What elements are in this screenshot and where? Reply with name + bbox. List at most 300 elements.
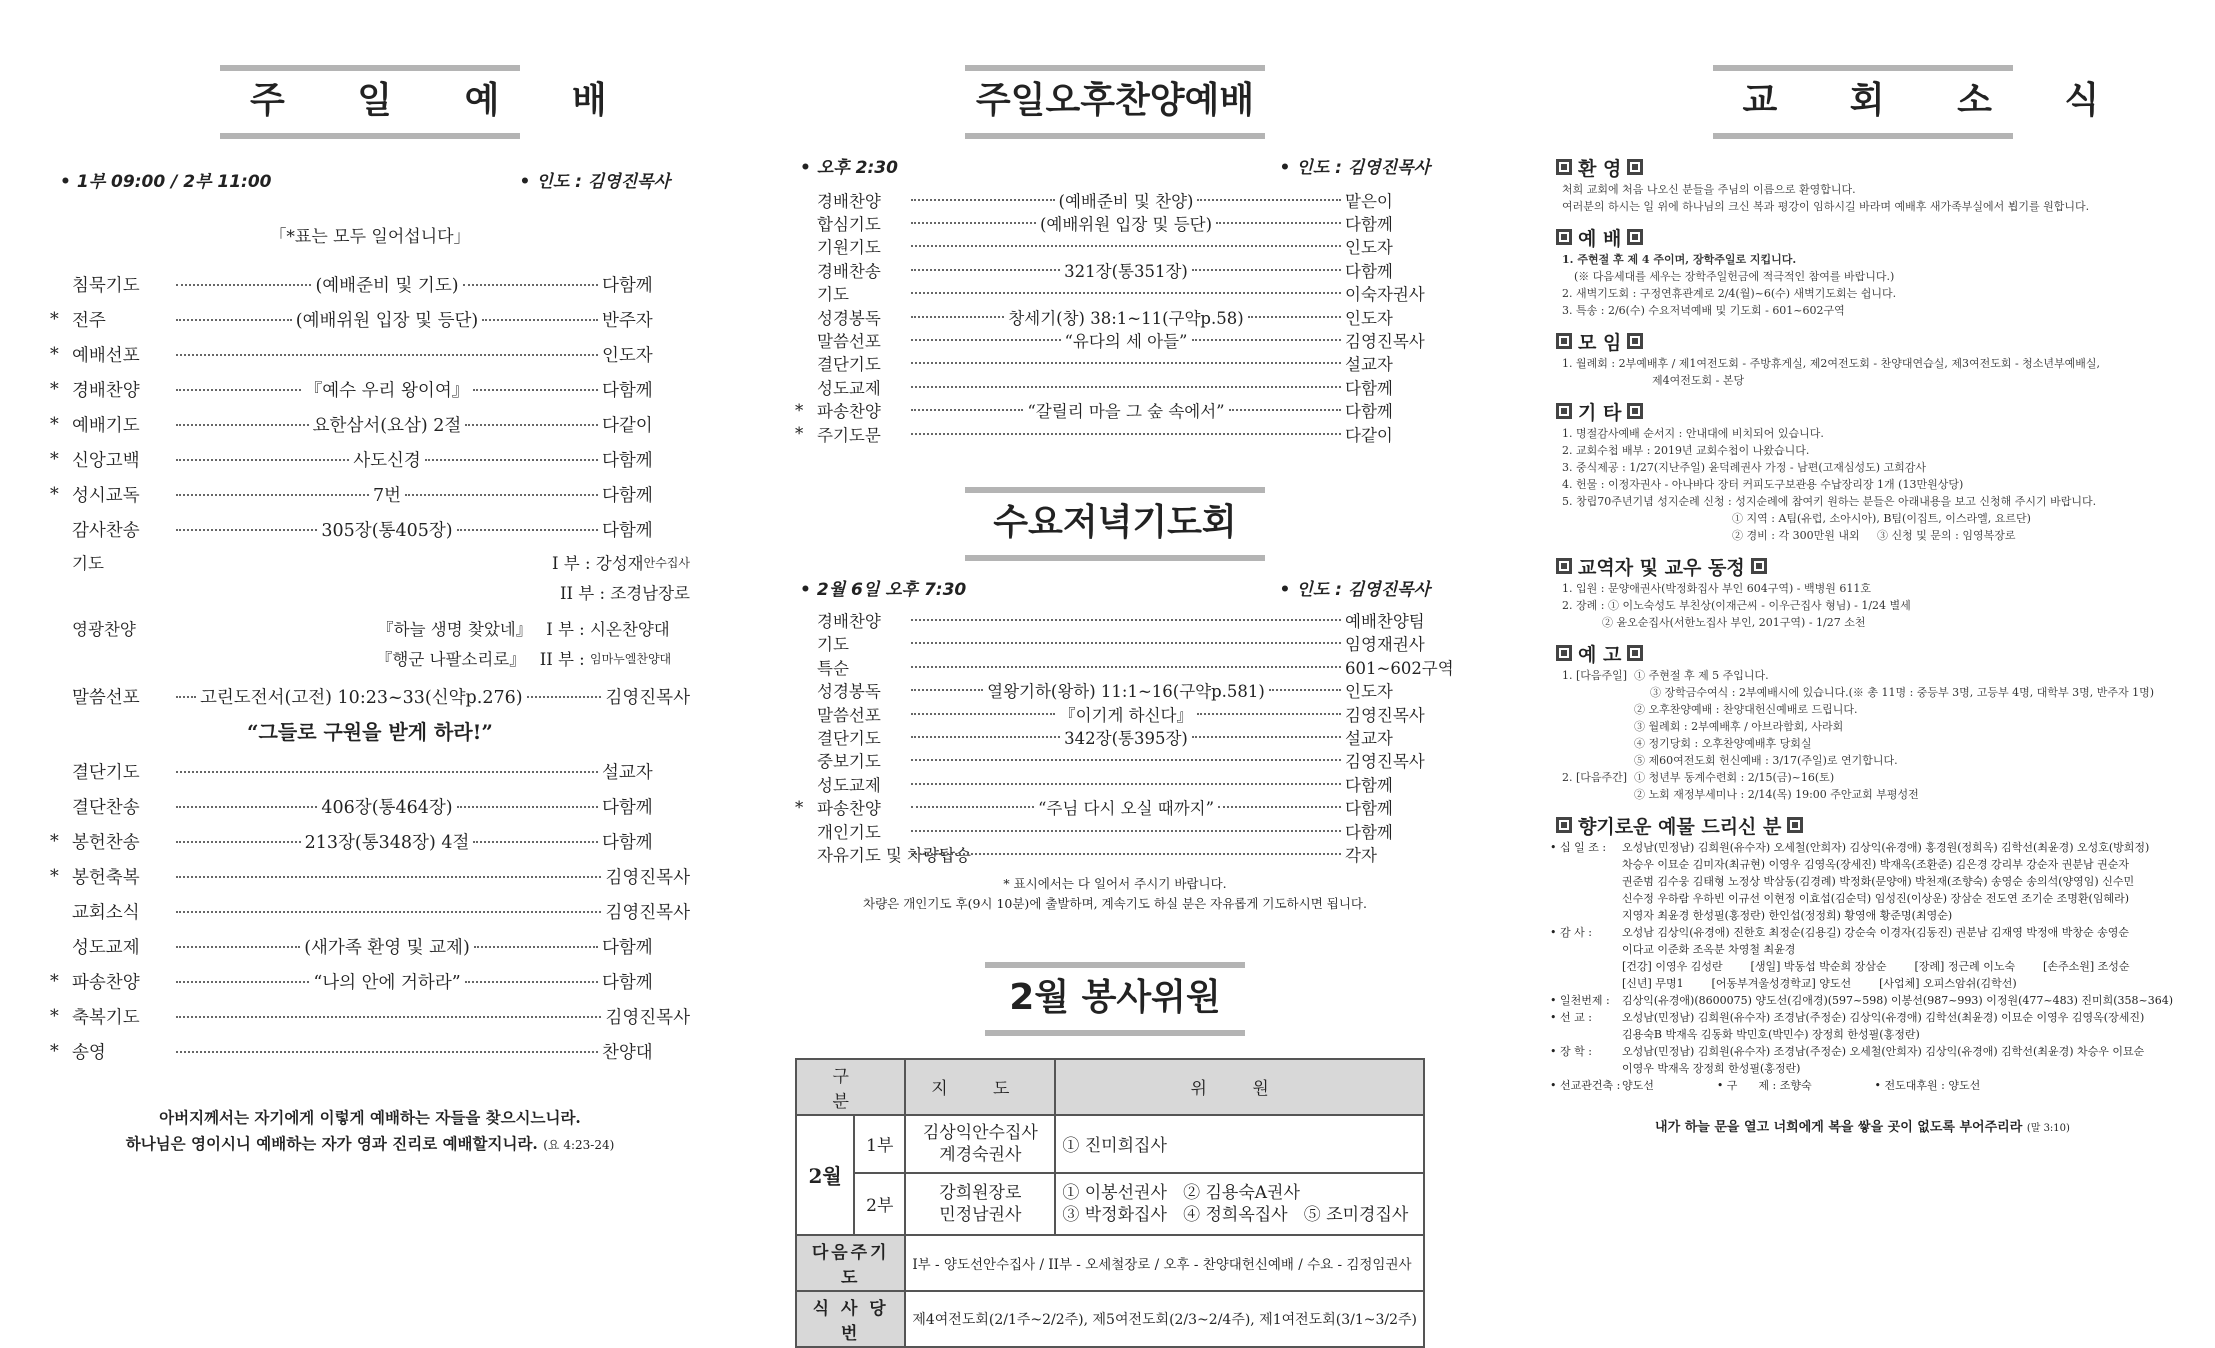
order-item-content: (예배준비 및 기도) bbox=[315, 276, 459, 296]
order-item-person: 다함께 bbox=[602, 798, 653, 818]
verse-line-2: 하나님은 영이시니 예배하는 자가 영과 진리로 예배할지니라. bbox=[125, 1134, 538, 1153]
vol-guide-2a: 강희원장로 bbox=[939, 1182, 1022, 1203]
order-item-name: 침묵기도 bbox=[72, 276, 140, 296]
order-item-person: 설교자 bbox=[1345, 728, 1393, 748]
praise-name: 영광찬양 bbox=[72, 620, 136, 639]
order-item-content: 213장(통348장) 4절 bbox=[304, 833, 470, 853]
etc-line-2: 2. 교회수첩 배부 : 2019년 교회수첩이 나왔습니다. bbox=[1562, 444, 1810, 457]
volunteers-table bbox=[795, 1058, 1425, 1348]
standing-mark: * bbox=[50, 309, 59, 330]
order-item-name: 결단기도 bbox=[817, 355, 881, 375]
prayer-row-2 bbox=[50, 577, 690, 607]
order-item-person: 김영진목사 bbox=[1345, 332, 1425, 352]
order-item-name: 축복기도 bbox=[72, 1008, 140, 1028]
order-item-name: 예배기도 bbox=[72, 416, 140, 436]
order-item-content: “유다의 세 아들” bbox=[1064, 332, 1188, 352]
order-item-name: 예배선포 bbox=[72, 346, 140, 366]
sunday-worship-section bbox=[50, 0, 690, 1240]
order-item bbox=[795, 678, 1435, 701]
offering-label: • 장 학 : bbox=[1550, 1045, 1592, 1058]
order-item-name: 봉헌찬송 bbox=[72, 833, 140, 853]
worship-line-4: 3. 특송 : 2/6(수) 수요저녁예배 및 기도회 - 601~602구역 bbox=[1562, 304, 1845, 317]
order-item-name: 파송찬양 bbox=[817, 402, 881, 422]
worship-line-1: 1. 주현절 후 제 4 주이며, 장학주일로 지킵니다. bbox=[1562, 253, 1797, 266]
prayer-p1-title: 안수집사 bbox=[643, 555, 690, 570]
order-item-person: 다함께 bbox=[1345, 799, 1393, 819]
sermon-name: 말씀선포 bbox=[72, 688, 140, 708]
order-item bbox=[795, 632, 1435, 655]
offering-label: • 감 사 : bbox=[1550, 926, 1592, 939]
praise-by-2: 임마누엘찬양대 bbox=[590, 651, 672, 666]
order-item-person: 김영진목사 bbox=[1345, 705, 1425, 725]
vol-guide-2b: 민정남권사 bbox=[939, 1204, 1022, 1225]
staff-line-2: 2. 장례 : ① 이노숙성도 부친상(이재근씨 - 이우근집사 형님) - 1/24 별세 bbox=[1562, 599, 1911, 612]
square-bullet-icon bbox=[1787, 817, 1803, 833]
offering-label: • 십 일 조 : bbox=[1550, 841, 1607, 854]
order-item-name: 파송찬양 bbox=[817, 799, 881, 819]
sermon-person: 김영진목사 bbox=[605, 688, 690, 708]
notice-line-3: ② 오후찬양예배 : 찬양대헌신예배로 드립니다. bbox=[1634, 703, 1858, 716]
order-item-content: 요한삼서(요삼) 2절 bbox=[312, 416, 462, 436]
offering-row bbox=[1550, 992, 2175, 1009]
order-item-person: 다함께 bbox=[1345, 215, 1393, 235]
order-item bbox=[795, 352, 1435, 375]
square-bullet-icon bbox=[1751, 558, 1767, 574]
offering-line: 양도선 • 구 제 : 조향숙 • 전도대후원 : 양도선 bbox=[1622, 1079, 1981, 1092]
order-item-person: 인도자 bbox=[1345, 682, 1393, 702]
order-item-name: 경배찬양 bbox=[817, 191, 881, 211]
order-item-person: 찬양대 bbox=[602, 1043, 653, 1063]
order-item-name: 특순 bbox=[817, 658, 849, 678]
sermon-content: 고린도전서(고전) 10:23~33(신약p.276) bbox=[200, 688, 523, 708]
order-item bbox=[795, 188, 1435, 211]
vol-header-member: 위 원 bbox=[1055, 1059, 1424, 1115]
notice-line-8: ② 노회 재정부세미나 : 2/14(목) 19:00 주안교회 부평성전 bbox=[1634, 788, 1919, 801]
order-item bbox=[795, 772, 1435, 795]
order-item bbox=[795, 819, 1435, 842]
worship-head bbox=[1550, 223, 2175, 251]
offering-line: 신수정 우하람 우하빈 이규선 이현정 이효섭(김순덕) 임성진(이상운) 장삼순 전도연 조기순 조명환(임혜라) bbox=[1622, 892, 2130, 905]
square-bullet-icon bbox=[1627, 159, 1643, 175]
order-item-name: 주기도문 bbox=[817, 425, 881, 445]
notice-line-2: ③ 장학금수여식 : 2부예배시에 있습니다.(※ 총 11명 : 중등부 3명, 고등부 4명, 대학부 3명, 반주자 1명) bbox=[1650, 686, 2155, 699]
worship-line-2: (※ 다음세대를 세우는 장학주일헌금에 적극적인 참여를 바랍니다.) bbox=[1574, 270, 1895, 283]
standing-mark: * bbox=[795, 797, 804, 817]
afternoon-time-row: • 오후 2:30 • 인도 : 김영진목사 bbox=[800, 158, 1430, 178]
meeting-head-text: 모 임 bbox=[1578, 331, 1622, 354]
order-item-name: 성도교제 bbox=[72, 938, 140, 958]
next-prayer: I부 - 양도선안수집사 / II부 - 오세철장로 / 오후 - 찬양대헌신예배 / 수요 - 김정임권사 bbox=[905, 1235, 1424, 1291]
order-item-content: 305장(통405장) bbox=[321, 521, 453, 541]
meeting-line-1: 1. 월례회 : 2부예배후 / 제1여전도회 - 주방휴게실, 제2여전도회 - 찬양대연습실, 제3여전도회 - 청소년부예배실, bbox=[1562, 357, 2101, 370]
order-item bbox=[50, 929, 690, 964]
order-item bbox=[50, 337, 690, 372]
sunday-time-row: • 1부 09:00 / 2부 11:00 • 인도 : 김영진목사 bbox=[60, 172, 670, 192]
order-item-content: 『예수 우리 왕이여』 bbox=[304, 381, 470, 401]
order-item-name: 말씀선포 bbox=[817, 705, 881, 725]
praise-label-1: I 부 : bbox=[546, 620, 585, 639]
order-item bbox=[795, 235, 1435, 258]
order-item-person: 다함께 bbox=[602, 833, 653, 853]
wednesday-time: 2월 6일 오후 7:30 bbox=[816, 580, 967, 601]
staff-head-text: 교역자 및 교우 동정 bbox=[1578, 556, 1745, 579]
order-item-name: 결단기도 bbox=[72, 763, 140, 783]
square-bullet-icon bbox=[1556, 558, 1572, 574]
square-bullet-icon bbox=[1556, 333, 1572, 349]
order-item-name: 기도 bbox=[817, 285, 849, 305]
offering-label: • 선교관건축 : bbox=[1550, 1079, 1621, 1092]
praise-by-1: 시온찬양대 bbox=[590, 620, 670, 639]
order-item bbox=[795, 842, 1435, 865]
offering-line: 이다교 이준화 조옥분 차영철 최윤경 bbox=[1622, 943, 1796, 956]
order-item bbox=[795, 282, 1435, 305]
wednesday-note bbox=[795, 874, 1435, 914]
afternoon-time: 오후 2:30 bbox=[816, 158, 898, 178]
prayer-p2: 조경남장로 bbox=[610, 584, 690, 603]
order-item-person: 다함께 bbox=[1345, 378, 1393, 398]
notice-head-text: 예 고 bbox=[1578, 643, 1622, 666]
vol-part-1: 1부 bbox=[854, 1115, 905, 1173]
wednesday-title: 수요저녁기도회 bbox=[965, 487, 1265, 561]
staff-text bbox=[1550, 580, 2175, 631]
order-item-person: 설교자 bbox=[602, 763, 653, 783]
order-item-name: 전주 bbox=[72, 311, 106, 331]
offering-line: 오성남(민정남) 김희원(유수자) 조경남(주정순) 오세철(안희자) 김상익(유경애) 김학선(최윤경) 차승우 이묘순 bbox=[1622, 1045, 2145, 1058]
standing-mark: * bbox=[50, 484, 59, 505]
order-item-name: 성도교제 bbox=[817, 775, 881, 795]
offering-line: 김용숙B 박재옥 김동화 박민호(박민수) 장정희 한성필(홍정란) bbox=[1622, 1028, 1920, 1041]
meeting-head bbox=[1550, 327, 2175, 355]
order-item-person: 다같이 bbox=[602, 416, 653, 436]
notice-head bbox=[1550, 639, 2175, 667]
order-item bbox=[50, 407, 690, 442]
wednesday-note-2: 차량은 개인기도 후(9시 10분)에 출발하며, 계속기도 하실 분은 자유롭게 기도하시면 됩니다. bbox=[863, 895, 1367, 911]
order-item-person: 예배찬양팀 bbox=[1345, 612, 1425, 631]
offering-line: 오성남 김상익(유경애) 진한호 최정순(김용길) 강순숙 이경자(김동진) 권분남 김재영 박정애 박창순 송영순 bbox=[1622, 926, 2130, 939]
order-item-person: 이숙자권사 bbox=[1345, 285, 1425, 305]
news-footer-verse bbox=[1550, 1116, 2175, 1135]
order-item bbox=[50, 894, 690, 929]
order-item-name: 성도교제 bbox=[817, 378, 881, 398]
worship-text bbox=[1550, 251, 2175, 319]
order-item-name: 경배찬송 bbox=[817, 261, 881, 281]
etc-line-7: ② 경비 : 각 300만원 내외 ③ 신청 및 문의 : 임영복장로 bbox=[1732, 529, 2016, 542]
afternoon-leader: 인도 : 김영진목사 bbox=[1296, 158, 1430, 178]
order-item bbox=[50, 1034, 690, 1069]
etc-head-text: 기 타 bbox=[1578, 401, 1622, 424]
order-item-name: 합심기도 bbox=[817, 215, 881, 235]
order-item-content: “나의 안에 거하라” bbox=[313, 973, 461, 993]
standing-mark: * bbox=[50, 449, 59, 470]
vol-header-division: 구 분 bbox=[796, 1059, 905, 1115]
wednesday-time-row: • 2월 6일 오후 7:30 • 인도 : 김영진목사 bbox=[800, 580, 1430, 601]
order-item-content: 사도신경 bbox=[353, 451, 421, 471]
meeting-line-2: 제4여전도회 - 본당 bbox=[1652, 374, 1745, 387]
offering-line: [신년] 무명1 [어동부겨울성경학교] 양도선 [사업체] 오피스암쉬(김학선) bbox=[1622, 977, 2017, 990]
order-item-name: 감사찬송 bbox=[72, 521, 140, 541]
order-item-name: 봉헌축복 bbox=[72, 868, 140, 888]
sunday-time: 1부 09:00 / 2부 11:00 bbox=[76, 172, 272, 192]
afternoon-wednesday-section bbox=[795, 0, 1454, 1344]
prayer-p1-label: I 부 : bbox=[552, 554, 591, 573]
news-title: 교 회 소 식 bbox=[1713, 65, 2013, 139]
order-item-name: 자유기도 및 차량탑승 bbox=[817, 845, 971, 865]
order-item-person: 반주자 bbox=[602, 311, 653, 331]
verse-line-1: 아버지께서는 자기에게 이렇게 예배하는 자들을 찾으시느니라. bbox=[159, 1108, 581, 1127]
order-item-content: (예배준비 및 찬양) bbox=[1058, 191, 1194, 211]
offering-line: 이영우 박재옥 장정희 한성필(홍정란) bbox=[1622, 1062, 1801, 1075]
square-bullet-icon bbox=[1556, 403, 1572, 419]
standing-mark: * bbox=[50, 831, 59, 852]
vol-month: 2월 bbox=[796, 1115, 854, 1235]
order-item-content: “주님 다시 오실 때까지” bbox=[1037, 799, 1215, 819]
afternoon-title: 주일오후찬양예배 bbox=[965, 65, 1265, 139]
welcome-head-text: 환 영 bbox=[1578, 157, 1622, 180]
order-item bbox=[50, 754, 690, 789]
order-item bbox=[50, 824, 690, 859]
offering-head-text: 향기로운 예물 드리신 분 bbox=[1578, 815, 1782, 838]
order-item bbox=[50, 477, 690, 512]
order-item-name: 기도 bbox=[817, 635, 849, 655]
order-item-name: 성경봉독 bbox=[817, 308, 881, 328]
order-item bbox=[795, 702, 1435, 725]
order-item bbox=[795, 422, 1435, 445]
order-item bbox=[50, 267, 690, 302]
staff-line-3: ② 윤오순집사(서한노집사 부인, 201구역) - 1/27 소천 bbox=[1602, 616, 1866, 629]
standing-mark: * bbox=[795, 400, 804, 420]
order-item bbox=[795, 258, 1435, 281]
offering-head bbox=[1550, 811, 2175, 839]
offering-label: • 일천번제 : bbox=[1550, 994, 1610, 1007]
standing-mark: * bbox=[795, 424, 804, 444]
offering-line: 오성남(민정남) 김희원(유수자) 조경남(주정순) 김상익(유경애) 김학선(최윤경) 이묘순 이영우 김영옥(장세진) bbox=[1622, 1011, 2145, 1024]
order-item-person: 다같이 bbox=[1345, 425, 1393, 445]
standing-mark: * bbox=[50, 866, 59, 887]
order-item-name: 중보기도 bbox=[817, 752, 881, 772]
order-item-name: 말씀선포 bbox=[817, 332, 881, 352]
order-item-person: 다함께 bbox=[602, 276, 653, 296]
order-item bbox=[50, 789, 690, 824]
prayer-p2-label: II 부 : bbox=[560, 584, 606, 603]
notice-line-4: ③ 월례회 : 2부예배후 / 아브라함회, 사라회 bbox=[1634, 720, 1844, 733]
order-item-person: 다함께 bbox=[602, 938, 653, 958]
offering-row bbox=[1550, 1077, 2175, 1094]
wednesday-note-1: * 표시에서는 다 일어서 주시기 바랍니다. bbox=[1003, 875, 1227, 891]
notice-line-6: ⑤ 제60여전도회 헌신예배 : 3/17(주일)로 연기합니다. bbox=[1634, 754, 1898, 767]
order-item-person: 인도자 bbox=[602, 346, 653, 366]
etc-line-1: 1. 명절감사예배 순서지 : 안내대에 비치되어 있습니다. bbox=[1562, 427, 1824, 440]
staff-head bbox=[1550, 552, 2175, 580]
offering-label: • 선 교 : bbox=[1550, 1011, 1592, 1024]
standing-mark: * bbox=[50, 344, 59, 365]
prayer-row bbox=[50, 547, 690, 577]
order-item-person: 김영진목사 bbox=[605, 903, 690, 923]
square-bullet-icon bbox=[1627, 333, 1643, 349]
order-item-person: 김영진목사 bbox=[1345, 752, 1425, 772]
order-item-name: 송영 bbox=[72, 1043, 106, 1063]
etc-text bbox=[1550, 425, 2175, 544]
order-item-person: 다함께 bbox=[1345, 261, 1393, 281]
square-bullet-icon bbox=[1556, 817, 1572, 833]
welcome-head bbox=[1550, 153, 2175, 181]
verse-ref: (요 4:23-24) bbox=[543, 1138, 615, 1152]
vol-guide-1b: 계경숙권사 bbox=[939, 1144, 1022, 1165]
order-item-content: (예배위원 입장 및 등단) bbox=[295, 311, 479, 331]
square-bullet-icon bbox=[1556, 645, 1572, 661]
order-item-person: 각자 bbox=[1345, 845, 1377, 865]
order-item-content: 『이기게 하신다』 bbox=[1059, 705, 1193, 725]
church-news-section bbox=[1550, 0, 2175, 1240]
prayer-name: 기도 bbox=[72, 554, 104, 573]
vol-guide-1 bbox=[905, 1115, 1055, 1173]
worship-head-text: 예 배 bbox=[1578, 227, 1622, 250]
notice-line-7: 2. [다음주간] ① 청년부 동계수련회 : 2/15(금)~16(토) bbox=[1562, 771, 1835, 784]
offering-line: 차승우 이묘순 김미자(최규현) 이영우 김영옥(장세진) 박재옥(조환준) 김은경 강리부 강순자 권분남 권순자 bbox=[1622, 858, 2130, 871]
order-item bbox=[50, 302, 690, 337]
sunday-worship-title: 주 일 예 배 bbox=[220, 65, 520, 139]
etc-line-6: ① 지역 : A팀(유럽, 소아시아), B팀(이집트, 이스라엘, 요르단) bbox=[1732, 512, 2031, 525]
offering-row bbox=[1550, 1009, 2175, 1043]
order-item bbox=[50, 964, 690, 999]
order-item-person: 맡은이 bbox=[1345, 191, 1393, 211]
volunteers-title: 2월 봉사위원 bbox=[985, 962, 1245, 1036]
order-item bbox=[795, 725, 1435, 748]
order-item-name: 성시교독 bbox=[72, 486, 140, 506]
etc-head bbox=[1550, 397, 2175, 425]
order-item-person: 다함께 bbox=[1345, 822, 1393, 842]
order-item-content: 342장(통395장) bbox=[1064, 728, 1188, 748]
order-item-content: 406장(통464장) bbox=[321, 798, 453, 818]
sermon-motto: “그들로 구원을 받게 하라!” bbox=[247, 720, 493, 744]
sermon-row bbox=[50, 679, 690, 714]
order-item-person: 설교자 bbox=[1345, 355, 1393, 375]
order-item bbox=[795, 655, 1454, 678]
order-item bbox=[795, 328, 1435, 351]
order-item bbox=[795, 399, 1435, 422]
order-item-name: 결단찬송 bbox=[72, 798, 140, 818]
standing-mark: * bbox=[50, 1006, 59, 1027]
sunday-order-list-2 bbox=[50, 754, 690, 1069]
order-item bbox=[795, 749, 1435, 772]
order-item-content: “갈릴리 마을 그 숲 속에서” bbox=[1027, 402, 1225, 422]
order-item-name: 파송찬양 bbox=[72, 973, 140, 993]
staff-line-1: 1. 입원 : 문양애권사(박정화집사 부인 604구역) - 백병원 611호 bbox=[1562, 582, 1871, 595]
welcome-line-2: 여러분의 하시는 일 위에 하나님의 크신 복과 평강이 임하시길 바라며 예배후 새가족부실에서 뵙기를 원합니다. bbox=[1562, 200, 2090, 213]
order-item-content: (예배위원 입장 및 등단) bbox=[1039, 215, 1213, 235]
standing-mark: * bbox=[50, 1041, 59, 1062]
order-item bbox=[795, 211, 1435, 234]
afternoon-order-list bbox=[795, 188, 1435, 445]
order-item-name: 개인기도 bbox=[817, 822, 881, 842]
order-item-content: 창세기(창) 38:1~11(구약p.58) bbox=[1008, 308, 1244, 328]
order-item-name: 결단기도 bbox=[817, 728, 881, 748]
welcome-text bbox=[1550, 181, 2175, 215]
standing-mark: * bbox=[50, 379, 59, 400]
vol-guide-2 bbox=[905, 1173, 1055, 1235]
offering-line: 김상익(유경애)(8600075) 양도선(김애경)(597~598) 이봉선(987~993) 이정원(477~483) 진미희(358~364) bbox=[1622, 994, 2174, 1007]
square-bullet-icon bbox=[1627, 229, 1643, 245]
worship-line-3: 2. 새벽기도회 : 구정연휴관계로 2/4(월)~6(수) 새벽기도회는 쉽니다. bbox=[1562, 287, 1897, 300]
order-item bbox=[795, 305, 1435, 328]
vol-members-2 bbox=[1055, 1173, 1424, 1235]
vol-header-guide: 지 도 bbox=[905, 1059, 1055, 1115]
notice-line-1: 1. [다음주일] ① 주현절 후 제 5 주입니다. bbox=[1562, 669, 1769, 682]
square-bullet-icon bbox=[1627, 645, 1643, 661]
praise-row-2 bbox=[50, 643, 690, 673]
order-item-name: 신앙고백 bbox=[72, 451, 140, 471]
standing-notice: 「*표는 모두 일어섭니다」 bbox=[269, 227, 471, 247]
offering-line: 오성남(민정남) 김희원(유수자) 오세철(안희자) 김상익(유경애) 홍경원(정희옥) 김학선(최윤경) 오성호(방희정) bbox=[1622, 841, 2150, 854]
etc-line-3: 3. 중식제공 : 1/27(지난주일) 윤덕례권사 가정 - 남편(고재심성도) 고희감사 bbox=[1562, 461, 1927, 474]
offering-row bbox=[1550, 839, 2175, 924]
order-item-person: 다함께 bbox=[1345, 775, 1393, 795]
order-item-person: 임영재권사 bbox=[1345, 635, 1425, 655]
order-item-person: 다함께 bbox=[602, 451, 653, 471]
sunday-leader: 인도 : 김영진목사 bbox=[536, 172, 670, 192]
order-item-content: 열왕기하(왕하) 11:1~16(구약p.581) bbox=[987, 682, 1265, 702]
vol-members-2b: ③ 박정화집사 ④ 정희옥집사 ⑤ 조미경집사 bbox=[1062, 1204, 1409, 1225]
order-item bbox=[50, 859, 690, 894]
vol-part-2: 2부 bbox=[854, 1173, 905, 1235]
order-item-content: 321장(통351장) bbox=[1064, 261, 1188, 281]
offering-line: 권준범 김수웅 김태형 노정상 박삼동(김경례) 박정화(문양애) 박천재(조향숙) 송영순 송의석(양영임) 신수민 bbox=[1622, 875, 2135, 888]
order-item-person: 김영진목사 bbox=[605, 1008, 690, 1028]
order-item bbox=[795, 375, 1435, 398]
sunday-order-list-1 bbox=[50, 267, 690, 547]
order-item-person: 인도자 bbox=[1345, 238, 1393, 258]
order-item-name: 교회소식 bbox=[72, 903, 140, 923]
standing-mark: * bbox=[50, 414, 59, 435]
offering-list bbox=[1550, 839, 2175, 1094]
etc-line-5: 5. 창립70주년기념 성지순례 신청 : 성지순례에 참여키 원하는 분들은 아래내용을 보고 신청해 주시기 바랍니다. bbox=[1562, 495, 2097, 508]
order-item-person: 다함께 bbox=[602, 381, 653, 401]
offering-line: 지영자 최윤경 한성필(홍정란) 한인섭(정정희) 황영애 황준명(최영순) bbox=[1622, 909, 1953, 922]
order-item-content: 7번 bbox=[372, 486, 402, 506]
etc-line-4: 4. 헌물 : 이정자권사 - 아나바다 장터 커피도구보관용 수납장리장 1개 (13만원상당) bbox=[1562, 478, 1964, 491]
order-item bbox=[795, 608, 1435, 631]
square-bullet-icon bbox=[1627, 403, 1643, 419]
order-item bbox=[50, 372, 690, 407]
vol-members-1: ① 진미희집사 bbox=[1055, 1115, 1424, 1173]
order-item-person: 다함께 bbox=[602, 486, 653, 506]
meeting-text bbox=[1550, 355, 2175, 389]
order-item-name: 경배찬양 bbox=[817, 612, 881, 631]
vol-guide-1a: 김상익안수집사 bbox=[922, 1122, 1038, 1143]
order-item bbox=[50, 999, 690, 1034]
order-item-person: 다함께 bbox=[602, 973, 653, 993]
order-item-person: 김영진목사 bbox=[605, 868, 690, 888]
wednesday-order-list bbox=[795, 608, 1454, 865]
praise-label-2: II 부 : bbox=[539, 650, 585, 669]
square-bullet-icon bbox=[1556, 159, 1572, 175]
order-item-content: (새가족 환영 및 교제) bbox=[304, 938, 470, 958]
square-bullet-icon bbox=[1556, 229, 1572, 245]
prayer-p1: 강성재 bbox=[595, 554, 644, 573]
order-item-name: 성경봉독 bbox=[817, 682, 881, 702]
praise-song-1: 『하늘 생명 찾았네』 bbox=[377, 620, 533, 639]
notice-text bbox=[1550, 667, 2175, 803]
order-item bbox=[795, 795, 1435, 818]
offering-row bbox=[1550, 1043, 2175, 1077]
praise-song-2: 『행군 나팔소리로』 bbox=[375, 650, 526, 669]
next-prayer-label: 다음주기도 bbox=[796, 1235, 905, 1291]
order-item-person: 다함께 bbox=[602, 521, 653, 541]
order-item-person: 601~602구역 bbox=[1345, 658, 1454, 678]
meal-label: 식 사 당 번 bbox=[796, 1291, 905, 1347]
welcome-line-1: 처희 교회에 처음 나오신 분들을 주님의 이름으로 환영합니다. bbox=[1562, 183, 1856, 196]
order-item bbox=[50, 442, 690, 477]
order-item-name: 기원기도 bbox=[817, 238, 881, 258]
